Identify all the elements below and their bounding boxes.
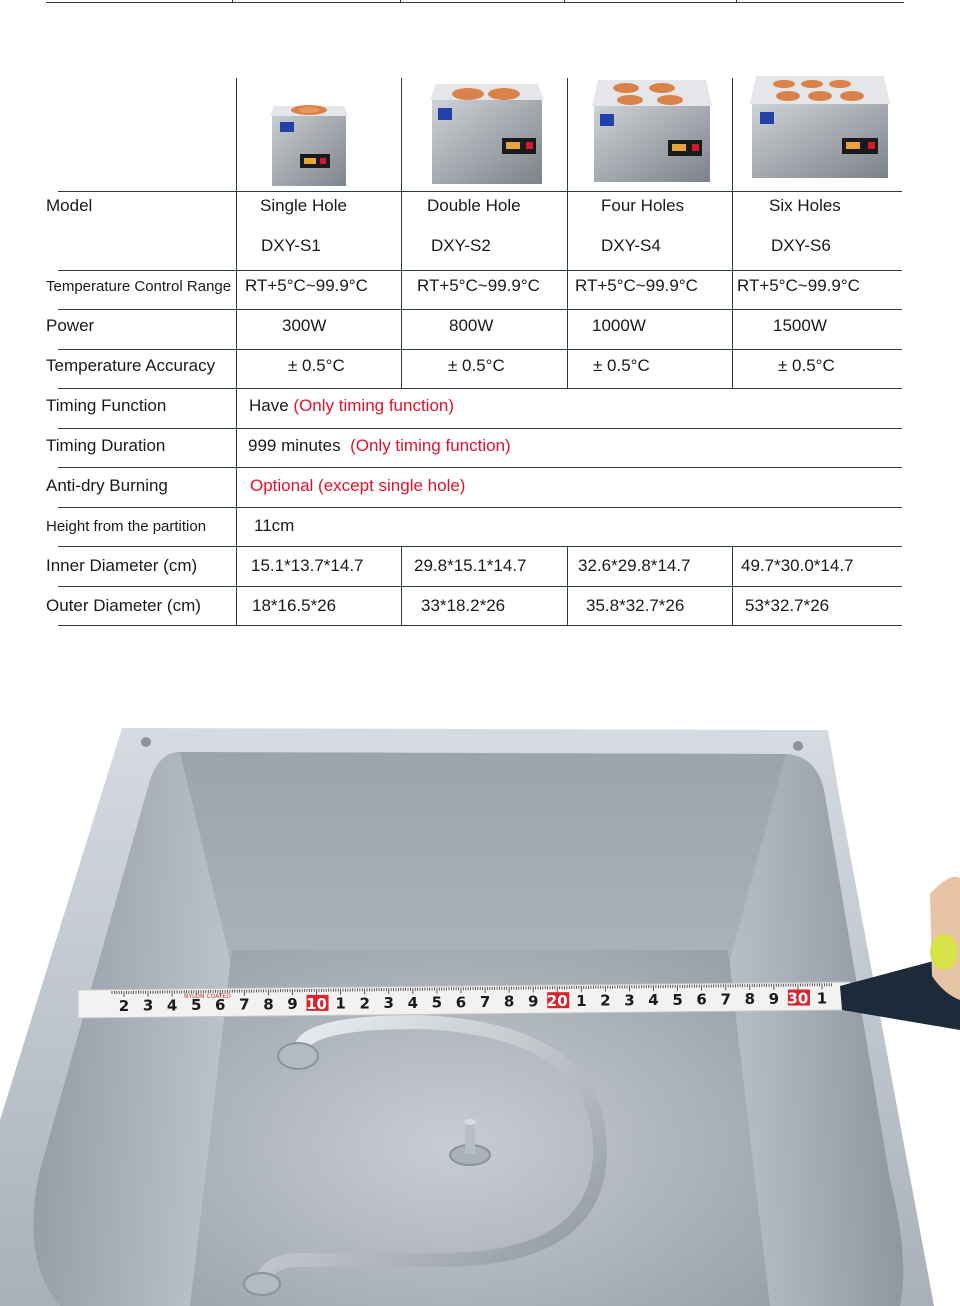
tape-number: 20 <box>546 992 568 1011</box>
model-name: Six Holes <box>769 196 841 215</box>
row-divider <box>58 349 902 350</box>
column-divider <box>732 78 733 388</box>
tape-number: 5 <box>190 996 202 1015</box>
tape-number: 7 <box>720 990 731 1009</box>
column-divider <box>567 78 568 388</box>
model-code: DXY-S2 <box>431 236 491 255</box>
tape-brand: NYLON COATED <box>184 993 231 1000</box>
timing-duration-note: (Only timing function) <box>350 436 511 455</box>
model-code: DXY-S1 <box>261 236 321 255</box>
row-divider <box>58 270 902 271</box>
tape-number: 6 <box>455 993 467 1012</box>
single-hole-water-bath-image <box>268 96 350 188</box>
timing-function-have: Have <box>249 396 289 415</box>
tape-number: 2 <box>359 994 370 1013</box>
tape-number: 9 <box>768 989 780 1008</box>
height-value: 11cm <box>254 516 295 535</box>
tape-number: 8 <box>744 990 756 1009</box>
rim-rivet <box>141 737 151 747</box>
tape-number: 1 <box>816 989 828 1008</box>
power-value: 1500W <box>773 316 827 335</box>
temp-range-value: RT+5°C~99.9°C <box>417 276 540 295</box>
tape-number: 3 <box>624 991 635 1010</box>
model-name: Double Hole <box>427 196 521 215</box>
outer-diameter-value: 53*32.7*26 <box>745 596 830 615</box>
tape-number: 2 <box>600 991 611 1010</box>
timing-duration-value <box>248 436 511 456</box>
inner-diameter-value: 32.6*29.8*14.7 <box>578 556 691 575</box>
sensor-cap <box>464 1119 476 1125</box>
row-divider <box>58 309 902 310</box>
temp-range-value: RT+5°C~99.9°C <box>737 276 860 295</box>
tape-lock-button <box>930 934 958 970</box>
tape-number: 4 <box>407 993 419 1012</box>
power-value: 1000W <box>592 316 646 335</box>
inner-diameter-label: Inner Diameter (cm) <box>46 556 198 575</box>
outer-diameter-label: Outer Diameter (cm) <box>46 596 201 615</box>
anti-dry-note: Optional (except single hole) <box>250 476 466 495</box>
row-divider <box>58 546 902 547</box>
inner-diameter-value: 29.8*15.1*14.7 <box>414 556 527 575</box>
tape-number: 8 <box>263 995 274 1014</box>
tape-number: 4 <box>166 996 178 1015</box>
height-label: Height from the partition <box>46 518 207 535</box>
inner-diameter-value: 49.7*30.0*14.7 <box>741 556 854 575</box>
spec-table <box>0 0 960 640</box>
column-divider <box>236 78 237 626</box>
accuracy-value: ± 0.5°C <box>778 356 835 375</box>
tape-number: 5 <box>672 990 683 1009</box>
anti-dry-label: Anti-dry Burning <box>46 476 168 495</box>
temp-range-value: RT+5°C~99.9°C <box>245 276 368 295</box>
accuracy-value: ± 0.5°C <box>593 356 650 375</box>
model-code: DXY-S4 <box>601 236 661 255</box>
tape-number: 3 <box>142 996 154 1015</box>
tank-measurement-photo <box>0 700 960 1306</box>
timing-duration-minutes: 999 minutes <box>248 436 341 455</box>
power-label: Power <box>46 316 95 335</box>
row-divider <box>58 507 902 508</box>
double-hole-water-bath-image <box>428 78 546 188</box>
pipe-flange <box>244 1273 280 1295</box>
outer-diameter-value: 18*16.5*26 <box>252 596 337 615</box>
model-name: Single Hole <box>260 196 347 215</box>
sensor-post <box>465 1120 475 1154</box>
inner-diameter-value: 15.1*13.7*14.7 <box>251 556 364 575</box>
column-divider <box>401 78 402 388</box>
tape-number: 8 <box>503 992 515 1011</box>
tape-number: 7 <box>239 995 250 1014</box>
timing-function-note: (Only timing function) <box>293 396 455 415</box>
row-divider <box>58 625 902 626</box>
tape-number: 4 <box>648 991 659 1010</box>
temp-range-label: Temperature Control Range <box>46 278 232 295</box>
outer-diameter-value: 33*18.2*26 <box>421 596 506 615</box>
timing-function-label: Timing Function <box>46 396 167 415</box>
model-label: Model <box>46 196 93 215</box>
six-holes-water-bath-image <box>748 72 892 182</box>
tape-number: 9 <box>527 992 539 1011</box>
tape-number: 1 <box>335 994 346 1013</box>
tape-number: 6 <box>696 990 707 1009</box>
power-value: 800W <box>449 316 494 335</box>
tape-number: 10 <box>306 994 327 1013</box>
tape-number: 30 <box>787 989 809 1008</box>
model-code: DXY-S6 <box>771 236 831 255</box>
tape-number: 1 <box>576 991 587 1010</box>
timing-function-value <box>249 396 454 416</box>
power-value: 300W <box>282 316 327 335</box>
row-divider <box>58 388 902 389</box>
tape-number: 5 <box>431 993 443 1012</box>
tape-number: 6 <box>215 995 226 1014</box>
accuracy-label: Temperature Accuracy <box>46 356 216 375</box>
four-holes-water-bath-image <box>590 76 714 184</box>
timing-duration-label: Timing Duration <box>46 436 166 455</box>
row-divider <box>58 428 902 429</box>
rim-rivet <box>793 741 803 751</box>
outer-diameter-value: 35.8*32.7*26 <box>586 596 685 615</box>
tape-number: 7 <box>479 993 491 1011</box>
tape-number: 2 <box>118 997 130 1015</box>
tape-number: 9 <box>287 995 298 1014</box>
row-divider <box>58 467 902 468</box>
accuracy-value: ± 0.5°C <box>288 356 345 375</box>
accuracy-value: ± 0.5°C <box>448 356 505 375</box>
pipe-flange <box>278 1043 318 1069</box>
tape-number: 3 <box>383 994 394 1013</box>
model-name: Four Holes <box>601 196 685 215</box>
temp-range-value: RT+5°C~99.9°C <box>575 276 698 295</box>
row-divider <box>58 191 902 192</box>
row-divider <box>58 586 902 587</box>
